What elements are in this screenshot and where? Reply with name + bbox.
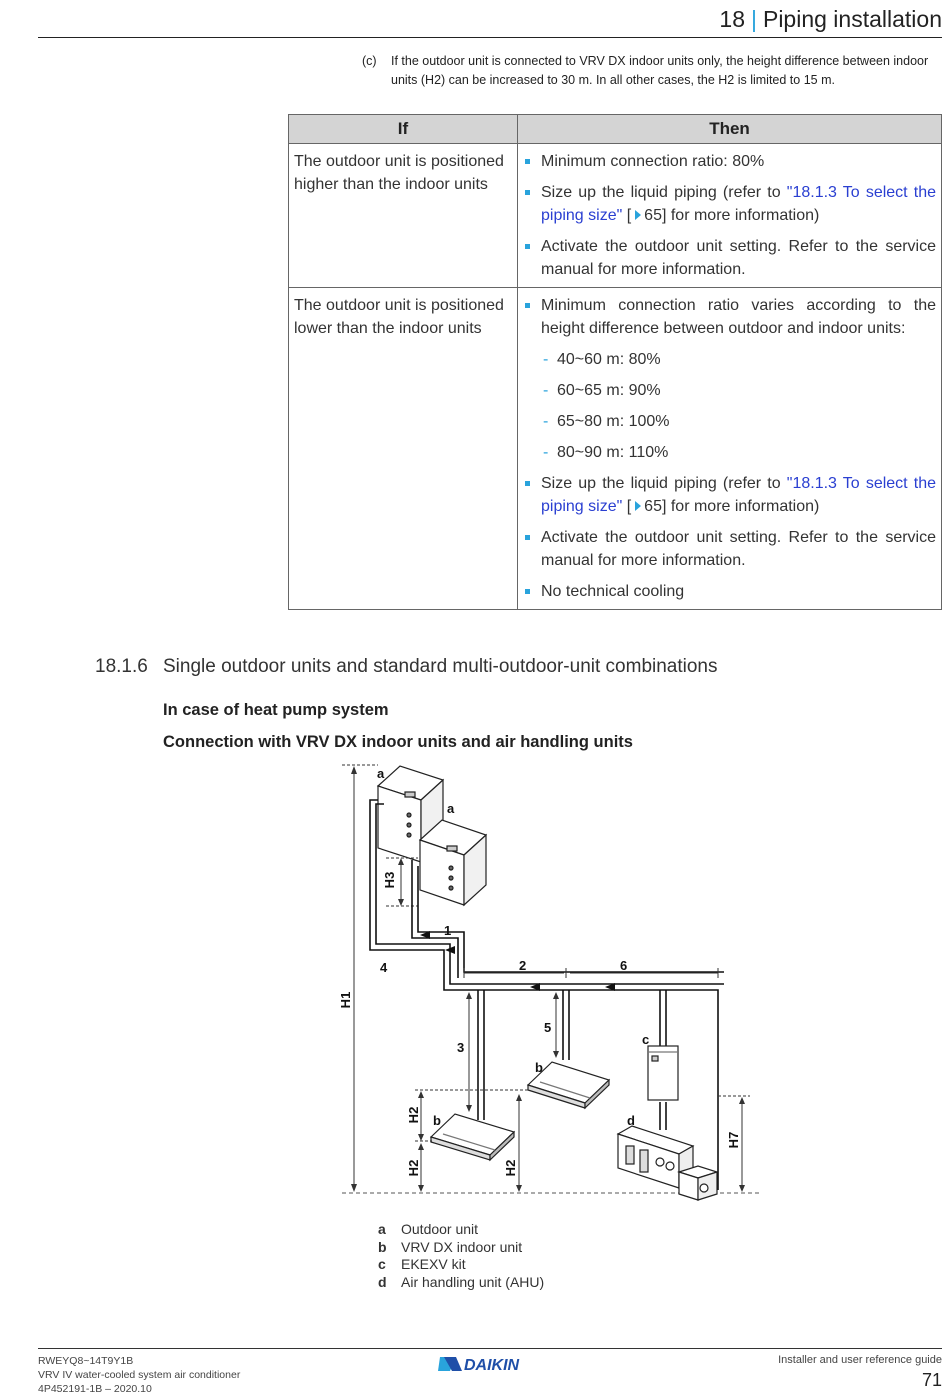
dash-icon: - [543, 351, 549, 368]
legend-text: Outdoor unit [401, 1221, 479, 1237]
dash-icon: - [543, 382, 549, 399]
brand-text: DAIKIN [464, 1357, 520, 1374]
label-5: 5 [544, 1020, 552, 1035]
label-6: 6 [620, 958, 628, 973]
column-header-if: If [289, 115, 518, 144]
dimension-5 [553, 992, 559, 1058]
bullet-text: Minimum connection ratio: 80% [541, 153, 765, 170]
bullet-text: Minimum connection ratio varies according to the height difference between outdoor and indoor units: [541, 297, 936, 337]
bracket-text: [ [622, 207, 632, 224]
footer-left [38, 1354, 240, 1396]
if-cell: The outdoor unit is positioned higher than the indoor units [289, 144, 518, 288]
sub-item-text: 40~60 m: 80% [557, 351, 661, 368]
figure-legend [378, 1221, 544, 1291]
footer-rule [38, 1348, 942, 1349]
bullet-text: Size up the liquid piping (refer to [541, 475, 787, 492]
daikin-logo [438, 1353, 544, 1375]
sub-item-text: 80~90 m: 110% [557, 444, 669, 461]
bullet-text: Activate the outdoor unit setting. Refer to the service manual for more information. [541, 238, 936, 278]
page-ref-text: 65] for more information) [644, 207, 820, 224]
chapter-number: 18 [719, 6, 745, 32]
label-h7: H7 [726, 1131, 741, 1149]
label-h2-upper: H2 [406, 1106, 421, 1124]
indoor-unit-lower [431, 1114, 514, 1160]
legend-item [378, 1221, 544, 1239]
subheading-connection: Connection with VRV DX indoor units and air handling units [163, 733, 633, 751]
section-number: 18.1.6 [95, 656, 148, 677]
dash-icon: - [543, 444, 549, 461]
label-a-2: a [447, 801, 455, 816]
cross-reference-link[interactable]: "18.1.3 To select the piping size" [541, 475, 936, 515]
label-3: 3 [457, 1040, 465, 1055]
page-ref-text: 65] for more information) [644, 498, 820, 515]
label-h2-right: H2 [503, 1159, 518, 1177]
label-b-lower: b [433, 1113, 441, 1128]
legend-text: EKEXV kit [401, 1256, 466, 1272]
label-h1: H1 [338, 991, 353, 1009]
header-separator: | [751, 6, 757, 32]
sub-item-text: 60~65 m: 90% [557, 382, 661, 399]
legend-text: Air handling unit (AHU) [401, 1273, 545, 1290]
outdoor-unit-2 [420, 820, 486, 905]
bullet-text: Size up the liquid piping (refer to [541, 184, 787, 201]
legend-key: d [378, 1273, 387, 1290]
label-d: d [627, 1113, 635, 1128]
page-number: 71 [921, 1370, 942, 1390]
label-4: 4 [380, 960, 388, 975]
section-title: Single outdoor units and standard multi-outdoor-unit combinations [163, 656, 718, 677]
footer-doc-id: 4P452191-1B – 2020.10 [38, 1383, 152, 1395]
chapter-title: Piping installation [762, 6, 942, 32]
label-a-1: a [377, 766, 385, 781]
label-2: 2 [519, 958, 527, 973]
footnote-text: If the outdoor unit is connected to VRV DX indoor units only, the height difference between indoor units (H2) can be increased to 30 m. In all other cases, the H2 is limited to 15 m. [391, 54, 929, 87]
dimension-2-6 [464, 968, 718, 978]
bracket-text: [ [622, 498, 632, 515]
dimension-h1 [342, 765, 378, 1192]
subheading-heat-pump: In case of heat pump system [163, 701, 389, 719]
footer-model: RWEYQ8~14T9Y1B [38, 1355, 134, 1367]
label-h3: H3 [382, 871, 397, 889]
legend-item [378, 1274, 544, 1292]
label-b-upper: b [535, 1060, 543, 1075]
legend-item [378, 1256, 544, 1274]
column-header-then: Then [518, 115, 942, 144]
legend-item [378, 1239, 544, 1257]
label-h2-lower: H2 [406, 1159, 421, 1177]
legend-key: b [378, 1238, 387, 1255]
dash-icon: - [543, 413, 549, 430]
footer-guide: Installer and user reference guide [778, 1354, 942, 1366]
legend-key: c [378, 1256, 386, 1272]
sub-item-text: 65~80 m: 100% [557, 413, 670, 430]
footnote-label: (c) [362, 54, 377, 68]
ekexv-kit [648, 1046, 678, 1100]
legend-key: a [378, 1221, 386, 1237]
bullet-text: Activate the outdoor unit setting. Refer to the service manual for more information. [541, 529, 936, 569]
cross-reference-link[interactable]: "18.1.3 To select the piping size" [541, 184, 936, 224]
dimension-3 [466, 992, 472, 1112]
bullet-text: No technical cooling [541, 583, 685, 600]
air-handling-unit [618, 1126, 717, 1200]
legend-text: VRV DX indoor unit [401, 1238, 523, 1255]
if-cell: The outdoor unit is positioned lower than the indoor units [289, 288, 518, 610]
footer-product: VRV IV water-cooled system air conditioner [38, 1369, 241, 1381]
label-c: c [642, 1032, 650, 1047]
label-1: 1 [444, 923, 452, 938]
